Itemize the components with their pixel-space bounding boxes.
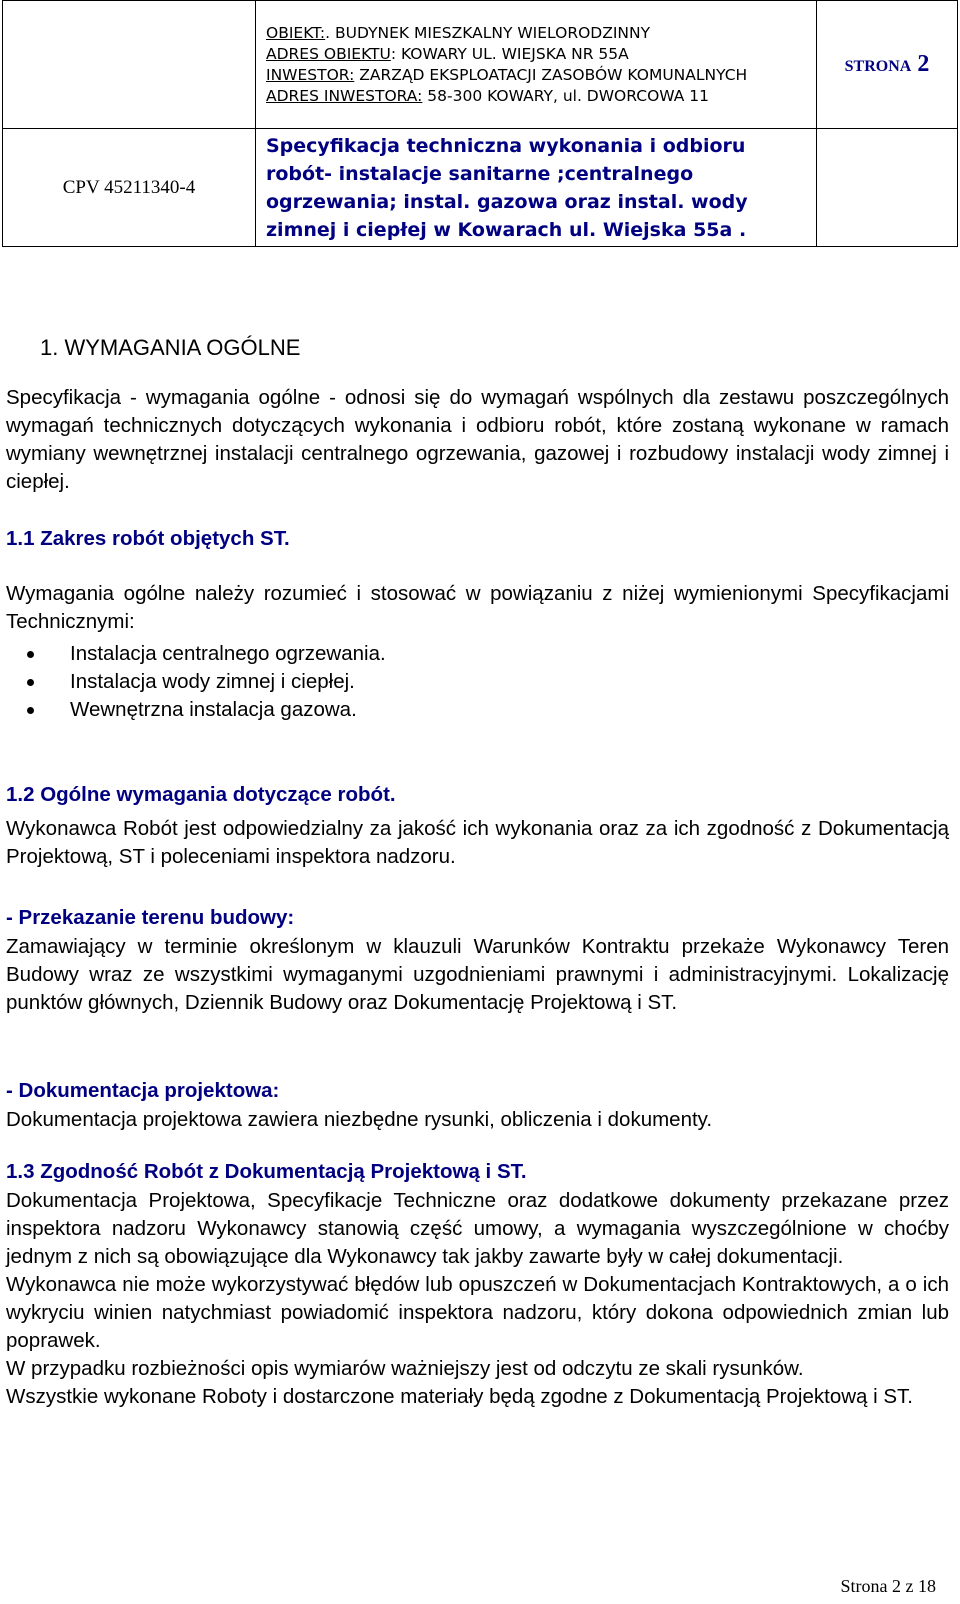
paragraph: W przypadku rozbieżności opis wymiarów ważniejszy jest od odczytu ze skali rysunków. [6, 1357, 804, 1380]
page-footer: Strona 2 z 18 [840, 1576, 936, 1596]
page-number: 2 [917, 51, 930, 77]
section-1-heading: 1. WYMAGANIA OGÓLNE [40, 335, 301, 360]
design-docs-heading: - Dokumentacja projektowa: [6, 1079, 280, 1102]
spec-list [6, 640, 386, 724]
list-item: Instalacja centralnego ogrzewania. [6, 640, 386, 668]
cpv-code: CPV 45211340-4 [3, 129, 256, 247]
site-handover-heading: - Przekazanie terenu budowy: [6, 906, 295, 929]
header-empty-cell [817, 129, 958, 247]
object-line: OBIEKT:. BUDYNEK MIESZKALNY WIELORODZINNY [266, 23, 651, 42]
site-handover-text: Zamawiający w terminie określonym w klauzuli Warunków Kontraktu przekaże Wykonawcy Teren Budowy wraz ze wszystkimi wymaganymi uzgodnieniami prawnymi i administracyjnymi. Lokalizację punktów głównych, Dziennik Budowy oraz Dokumentację Projektową i ST. [6, 935, 949, 1014]
object-address-line: ADRES OBIEKTU: KOWARY UL. WIEJSKA NR 55A [266, 44, 629, 63]
section-1-3-body [6, 1187, 949, 1411]
list-item: Instalacja wody zimnej i ciepłej. [6, 668, 386, 696]
section-1-1-text: Wymagania ogólne należy rozumieć i stosować w powiązaniu z niżej wymienionymi Specyfikacjami Technicznymi: [6, 582, 949, 633]
paragraph: Dokumentacja Projektowa, Specyfikacje Techniczne oraz dodatkowe dokumenty przekazane przez inspektora nadzoru Wykonawcy stanowią część umowy, a wymagania wyszczególnione w choćby jednym z nich są obowiązujące dla Wykonawcy tak jakby zawarte były w całej dokumentacji. [6, 1189, 949, 1268]
list-item: Wewnętrzna instalacja gazowa. [6, 696, 386, 724]
design-docs-text: Dokumentacja projektowa zawiera niezbędne rysunki, obliczenia i dokumenty. [6, 1108, 713, 1131]
section-1-2-text: Wykonawca Robót jest odpowiedzialny za jakość ich wykonania oraz za ich zgodność z Dokumentacją Projektową, ST i poleceniami inspektora nadzoru. [6, 817, 949, 868]
investor-address-line: ADRES INWESTORA: 58-300 KOWARY, ul. DWORCOWA 11 [266, 86, 710, 105]
section-1-intro: Specyfikacja - wymagania ogólne - odnosi się do wymagań wspólnych dla zestawu poszczególnych wymagań technicznych dotyczących wykonania i odbioru robót, które zostaną wykonane w ramach wymiany wewnętrznej instalacji centralnego ogrzewania, gazowej i rozbudowy instalacji wody zimnej i ciepłej. [6, 386, 949, 493]
paragraph: Wykonawca nie może wykorzystywać błędów lub opuszczeń w Dokumentacjach Kontraktowych, a o ich wykryciu winien natychmiast powiadomić inspektora nadzoru, który dokona odpowiednich zmian lub poprawek. [6, 1273, 949, 1352]
section-1-1-heading: 1.1 Zakres robót objętych ST. [6, 527, 290, 550]
spec-title: Specyfikacja techniczna wykonania i odbioru robót- instalacje sanitarne ;centralnego ogrzewania; instal. gazowa oraz instal. wody zimnej i ciepłej w Kowarach ul. Wiejska 55a . [256, 129, 817, 247]
paragraph: Wszystkie wykonane Roboty i dostarczone materiały będą zgodne z Dokumentacją Projektową i ST. [6, 1385, 913, 1408]
header-blank-cell [3, 1, 256, 129]
investor-line: INWESTOR: ZARZĄD EKSPLOATACJI ZASOBÓW KOMUNALNYCH [266, 65, 748, 84]
page-label: STRONA [844, 58, 912, 75]
object-info-cell [256, 1, 817, 129]
section-1-3-heading: 1.3 Zgodność Robót z Dokumentacją Projektową i ST. [6, 1160, 527, 1183]
section-1-2-heading: 1.2 Ogólne wymagania dotyczące robót. [6, 783, 396, 806]
document-header [2, 0, 958, 247]
page-label-cell [817, 1, 958, 129]
